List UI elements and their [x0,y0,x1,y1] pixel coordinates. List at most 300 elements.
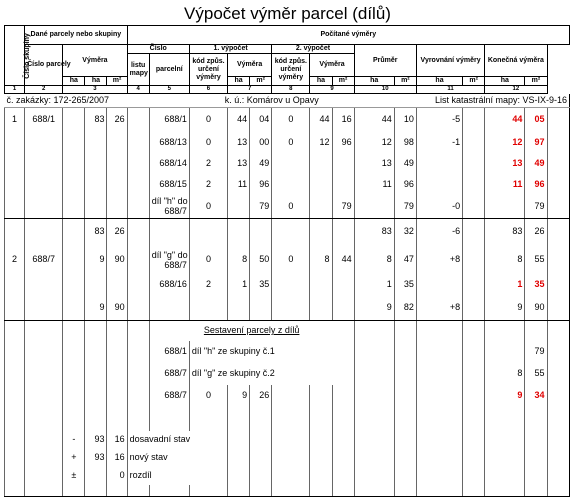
final-area-cell: 55 [525,363,547,385]
empty-cell [416,321,462,341]
method-code-cell [189,219,227,245]
calc1-area-cell: 00 [250,132,272,153]
parcel-number-cell: 688/7 [149,363,189,385]
table-row [5,321,570,341]
parcel-number-cell: díl "h" do 688/7 [149,195,189,219]
average-cell: 32 [394,219,416,245]
method-code-cell [272,174,310,195]
empty-cell [63,485,85,497]
empty-cell [107,363,127,385]
empty-cell [310,485,332,497]
empty-cell [85,485,107,497]
cadastral-area: k. ú.: Komárov u Opavy [189,94,354,108]
empty-cell [63,407,85,431]
empty-cell [250,449,272,467]
empty-cell [63,341,85,363]
empty-cell [25,321,63,341]
group-number-cell [5,153,25,174]
map-sheet-cell [127,295,149,321]
empty-cell [85,407,107,431]
empty-cell [547,245,570,275]
empty-cell [25,485,63,497]
composition-text: díl "g" ze skupiny č.2 [189,363,354,385]
adjustment-cell [463,295,485,321]
document-title: Výpočet výměr parcel (dílů) [184,4,391,23]
empty-cell [5,385,25,407]
empty-cell [189,485,227,497]
sum-label: dosavadní stav [127,431,227,449]
final-area-cell: 96 [525,174,547,195]
given-area-cell: 26 [107,108,127,132]
final-area-cell: 55 [525,245,547,275]
final-area-cell: 8 [485,245,525,275]
sum-area: 0 [107,467,127,485]
empty-cell [416,385,462,407]
sum-area: 93 [85,431,107,449]
calc1-area-cell: 13 [228,132,250,153]
header-number: Číslo [127,45,189,54]
given-area-cell [85,174,107,195]
table-row [5,407,570,431]
calc1-area-cell: 8 [228,245,250,275]
empty-cell [332,485,354,497]
adjustment-cell [463,195,485,219]
given-area-cell [107,132,127,153]
unit-ha: ha [228,77,250,86]
method-code-cell: 0 [189,195,227,219]
empty-cell [463,385,485,407]
header-given-parcels: Dané parcely nebo skupiny [25,26,128,45]
empty-cell [463,449,485,467]
col-number: 12 [485,86,547,94]
empty-cell [272,385,310,407]
empty-cell [525,431,547,449]
header-parcel: parcelní [149,54,189,86]
calc2-area-cell: 79 [332,195,354,219]
empty-cell [416,485,462,497]
adjustment-cell: +8 [416,295,462,321]
unit-ha: ha [354,77,394,86]
empty-cell [547,153,570,174]
calc2-area-cell: 44 [332,245,354,275]
calc2-area-cell [310,153,332,174]
average-cell: 13 [354,153,394,174]
final-area-cell: 49 [525,153,547,174]
method-code-cell [189,295,227,321]
calc1-area-cell: 35 [250,275,272,295]
empty-cell [547,295,570,321]
method-code-cell: 2 [189,275,227,295]
empty-cell [63,385,85,407]
given-ha-cell [63,295,85,321]
empty-cell [416,407,462,431]
unit-ha: ha [310,77,332,86]
empty-cell [525,407,547,431]
empty-cell [85,341,107,363]
empty-cell [394,431,416,449]
group-number-cell [5,219,25,245]
average-cell: 11 [354,174,394,195]
final-area-cell: 8 [485,363,525,385]
empty-cell [85,321,107,341]
given-parcel-cell [25,153,63,174]
empty-cell [547,341,570,363]
method-code-cell: 2 [189,174,227,195]
calc1-area-cell [228,195,250,219]
calc1-area-cell: 1 [228,275,250,295]
given-parcel-cell [25,219,63,245]
calc1-area-cell [228,219,250,245]
calc2-area-cell [332,174,354,195]
table-row [5,132,570,153]
empty-cell [310,431,332,449]
group-number-cell [5,174,25,195]
map-sheet-cell [127,275,149,295]
adjustment-cell [463,108,485,132]
empty-cell [5,407,25,431]
empty-cell [310,385,332,407]
given-parcel-cell [25,195,63,219]
method-code-cell: 0 [189,132,227,153]
empty-cell [394,467,416,485]
calc2-area-cell: 44 [310,108,332,132]
header-area-1: Výměra [228,54,272,77]
table-row [5,363,570,385]
sum-label: rozdíl [127,467,227,485]
col-number: 2 [25,86,63,94]
col-number: 5 [149,86,189,94]
empty-cell [107,321,127,341]
calc2-area-cell [310,275,332,295]
calc2-area-cell: 96 [332,132,354,153]
empty-cell [272,467,310,485]
sum-area: 16 [107,449,127,467]
empty-cell [547,321,570,341]
col-number: 4 [127,86,149,94]
empty-cell [127,407,149,431]
empty-cell [394,485,416,497]
empty-cell [5,341,25,363]
final-area-cell: 9 [485,385,525,407]
empty-cell [272,449,310,467]
empty-cell [416,341,462,363]
empty-cell [354,321,394,341]
empty-cell [107,341,127,363]
col-number: 7 [228,86,272,94]
empty-cell [63,321,85,341]
col-number: 11 [416,86,484,94]
header-final-area: Konečná výměra [485,45,547,77]
calc2-area-cell [310,295,332,321]
empty-cell [332,449,354,467]
empty-cell [310,407,332,431]
empty-cell [354,363,394,385]
method-code-cell [272,275,310,295]
empty-cell [5,485,25,497]
parcel-number-cell [149,219,189,245]
calc1-area-cell: 50 [250,245,272,275]
col-number: 8 [272,86,310,94]
calc2-area-cell [332,219,354,245]
empty-cell [25,341,63,363]
sum-label: nový stav [127,449,227,467]
method-code-cell: 0 [272,108,310,132]
empty-cell [332,467,354,485]
empty-cell [5,363,25,385]
empty-cell [547,108,570,132]
calc2-area-cell [310,174,332,195]
empty-cell [332,431,354,449]
empty-cell [310,449,332,467]
empty-cell [485,467,525,485]
empty-cell [525,485,547,497]
header-area: Výměra [63,45,127,77]
given-area-cell [85,195,107,219]
empty-cell [310,467,332,485]
calc1-area-cell [250,219,272,245]
empty-cell [228,467,250,485]
header-computed-areas: Počítané výměry [127,26,569,45]
given-area-cell [107,275,127,295]
average-cell: 83 [354,219,394,245]
table-row [5,219,570,245]
adjustment-cell [463,153,485,174]
empty-cell [228,485,250,497]
method-code-cell: 0 [272,132,310,153]
map-sheet-cell [127,153,149,174]
table-row [5,449,570,467]
map-sheet-cell [127,132,149,153]
empty-cell [107,485,127,497]
parcel-number-cell: 688/7 [149,385,189,407]
unit-m2: m² [525,77,547,86]
empty-cell [250,467,272,485]
group-number-cell [5,295,25,321]
empty-cell [485,321,525,341]
empty-cell [485,485,525,497]
method-code-cell: 2 [189,153,227,174]
empty-cell [416,467,462,485]
calc1-area-cell: 96 [250,174,272,195]
adjustment-cell [463,275,485,295]
header-parcel-number: Číslo parcely [25,45,63,86]
given-ha-cell [63,219,85,245]
calc2-area-cell: 8 [310,245,332,275]
empty-cell [149,485,189,497]
header-group-number: Číslo skupiny [5,26,25,86]
empty-cell [416,431,462,449]
calc1-area-cell: 49 [250,153,272,174]
col-number: 3 [63,86,127,94]
final-area-cell: 12 [485,132,525,153]
given-area-cell [85,275,107,295]
header-adjustment: Vyrovnání výměry [416,45,484,77]
adjustment-cell: +8 [416,245,462,275]
average-cell: 12 [354,132,394,153]
empty-cell [228,449,250,467]
empty-cell [394,385,416,407]
given-parcel-cell [25,174,63,195]
empty-cell [127,385,149,407]
empty-cell [107,407,127,431]
empty-cell [463,341,485,363]
table-row [5,467,570,485]
sum-sign: ± [63,467,85,485]
calc1-area-cell: 44 [228,108,250,132]
adjustment-cell: -1 [416,132,462,153]
parcel-number-cell: 688/1 [149,341,189,363]
sum-area: 93 [85,449,107,467]
parcel-number-cell: 688/14 [149,153,189,174]
method-code-cell [272,153,310,174]
parcel-number-cell: 688/13 [149,132,189,153]
average-cell: 98 [394,132,416,153]
composition-text: díl "h" ze skupiny č.1 [189,341,354,363]
empty-cell [525,321,547,341]
empty-cell [149,407,189,431]
calc1-area-cell [228,295,250,321]
unit-ha: ha [416,77,462,86]
empty-cell [416,363,462,385]
final-area-cell: 83 [485,219,525,245]
empty-cell [547,275,570,295]
given-area-cell [107,153,127,174]
unit-m2: m² [332,77,354,86]
calc2-area-cell: 12 [310,132,332,153]
empty-cell [547,449,570,467]
empty-cell [189,407,227,431]
given-ha-cell [63,195,85,219]
given-area-cell: 9 [85,295,107,321]
group-number-cell [5,195,25,219]
empty-cell [547,132,570,153]
unit-ha: ha [85,77,107,86]
final-area-cell: 13 [485,153,525,174]
table-row [5,275,570,295]
map-sheet: List katastrální mapy: VS-IX-9-16 [354,94,569,108]
given-ha-cell [63,174,85,195]
given-parcel-cell [25,132,63,153]
parcel-number-cell: 688/1 [149,108,189,132]
calc1-area-cell: 04 [250,108,272,132]
final-area-cell: 79 [525,195,547,219]
header-method-code-1: kód způs. určení výměry [189,54,227,86]
empty-cell [463,431,485,449]
empty-cell [272,485,310,497]
final-area-cell: 34 [525,385,547,407]
given-parcel-cell: 688/1 [25,108,63,132]
empty-cell [354,341,394,363]
empty-cell [394,341,416,363]
method-code-cell: 0 [189,245,227,275]
average-cell: 47 [394,245,416,275]
average-cell: 82 [394,295,416,321]
empty-cell [547,385,570,407]
table-row [5,153,570,174]
average-cell: 35 [394,275,416,295]
parcel-number-cell: 688/15 [149,174,189,195]
empty-cell [354,485,394,497]
method-code-cell [272,295,310,321]
given-area-cell [85,153,107,174]
adjustment-cell [416,153,462,174]
given-ha-cell [63,153,85,174]
calc2-area-cell: 16 [332,108,354,132]
empty-cell [332,407,354,431]
sum-area: 16 [107,431,127,449]
average-cell: 9 [354,295,394,321]
unit-m2: m² [463,77,485,86]
adjustment-cell [416,174,462,195]
final-area-cell: 05 [525,108,547,132]
average-cell: 79 [394,195,416,219]
col-number: 10 [354,86,416,94]
empty-cell [25,449,63,467]
empty-cell [5,449,25,467]
map-sheet-cell [127,245,149,275]
sum-sign: + [63,449,85,467]
empty-cell [547,431,570,449]
empty-cell [463,363,485,385]
calc1-area-cell: 11 [228,174,250,195]
group-number-cell [5,132,25,153]
calc2-area-cell [332,153,354,174]
empty-cell [354,449,394,467]
average-cell: 1 [354,275,394,295]
table-row [5,195,570,219]
empty-cell [5,431,25,449]
final-area-cell: 79 [525,341,547,363]
final-area-cell [485,195,525,219]
empty-cell [354,407,394,431]
empty-cell [25,363,63,385]
order-number: č. zakázky: 172-265/2007 [5,94,190,108]
given-ha-cell [63,132,85,153]
adjustment-cell: -0 [416,195,462,219]
empty-cell [463,321,485,341]
average-cell: 10 [394,108,416,132]
header-average: Průměr [354,45,416,77]
parcel-number-cell [149,295,189,321]
final-area-cell [485,341,525,363]
given-area-cell: 26 [107,219,127,245]
empty-cell [416,449,462,467]
empty-cell [547,219,570,245]
final-area-cell: 1 [485,275,525,295]
empty-cell [127,363,149,385]
empty-cell [25,407,63,431]
table-row [5,174,570,195]
col-number: 9 [310,86,354,94]
adjustment-cell: -6 [416,219,462,245]
calc2-area-cell [332,275,354,295]
empty-cell [463,485,485,497]
table-row [5,485,570,497]
map-sheet-cell [127,219,149,245]
given-area-cell [85,132,107,153]
average-cell: 8 [354,245,394,275]
empty-cell [5,321,25,341]
header-calc-2: 2. výpočet [272,45,354,54]
given-area-cell: 90 [107,295,127,321]
map-sheet-cell [127,108,149,132]
calc1-area-cell: 26 [250,385,272,407]
empty-cell [107,385,127,407]
empty-cell [250,407,272,431]
empty-cell [127,485,149,497]
empty-cell [25,431,63,449]
method-code-cell: 0 [272,195,310,219]
